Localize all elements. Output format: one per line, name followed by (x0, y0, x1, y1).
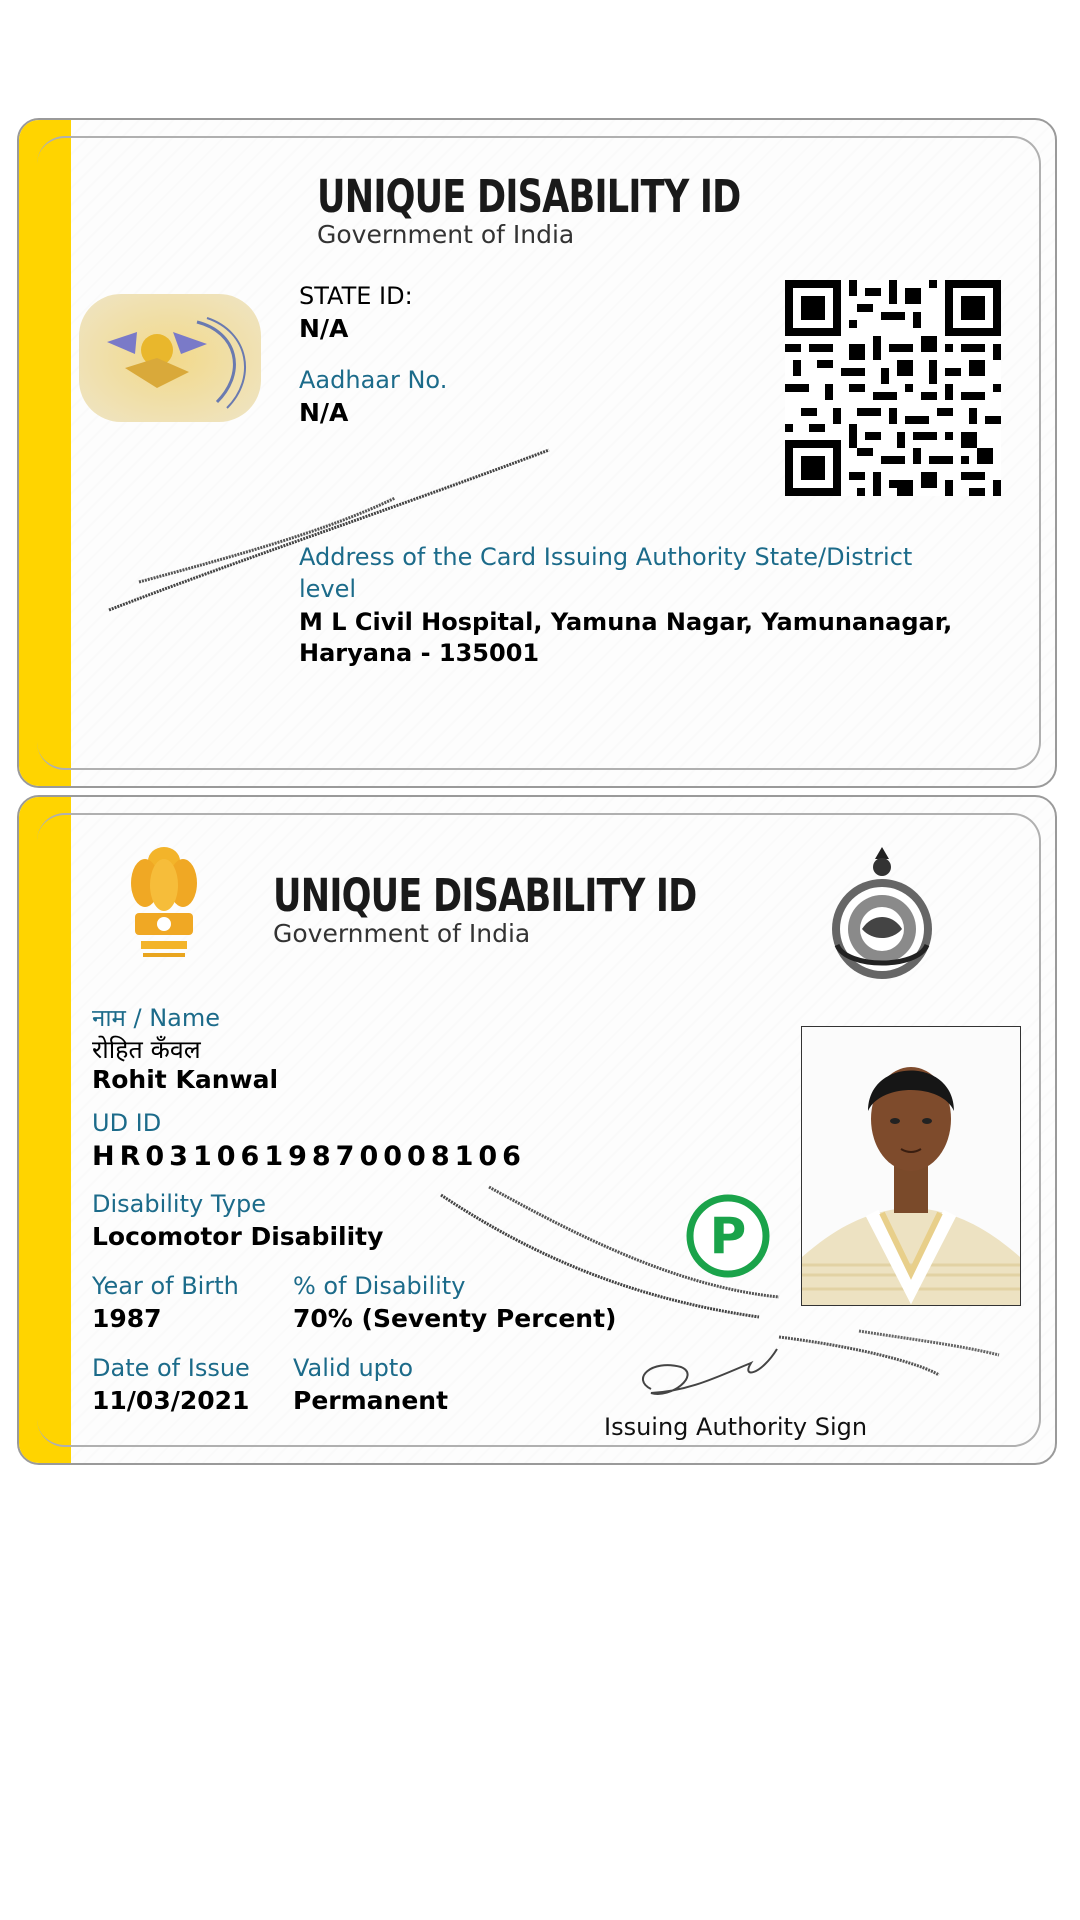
udid-card-back (17, 795, 1057, 1465)
disability-type-label: Disability Type (92, 1190, 266, 1218)
valid-upto-label: Valid upto (293, 1354, 413, 1382)
parking-badge-icon (683, 1191, 773, 1281)
disability-percent-value: 70% (Seventy Percent) (293, 1304, 617, 1333)
card-title: UNIQUE DISABILITY ID (273, 869, 697, 922)
year-of-birth-label: Year of Birth (92, 1272, 239, 1300)
address-value: M L Civil Hospital, Yamuna Nagar, Yamunanagar, Haryana - 135001 (299, 608, 953, 667)
card-front-heading (317, 172, 860, 249)
date-of-issue-label: Date of Issue (92, 1354, 250, 1382)
address-label: Address of the Card Issuing Authority State/District level (299, 543, 913, 603)
card-title: UNIQUE DISABILITY ID (317, 170, 741, 223)
issuing-authority-sign-label: Issuing Authority Sign (604, 1413, 868, 1441)
state-logo-icon (77, 292, 263, 424)
svg-text:P: P (709, 1207, 747, 1265)
udid-value: HR0310619870008106 (92, 1141, 526, 1172)
name-english-value: Rohit Kanwal (92, 1065, 279, 1094)
disability-percent-label: % of Disability (293, 1272, 466, 1300)
aadhaar-label: Aadhaar No. (299, 366, 448, 394)
state-id-label: STATE ID: (299, 282, 413, 310)
aadhaar-value: N/A (299, 398, 349, 427)
date-of-issue-value: 11/03/2021 (92, 1386, 250, 1415)
valid-upto-value: Permanent (293, 1386, 449, 1415)
qr-code-icon (785, 280, 1001, 496)
udid-card-front (17, 118, 1057, 788)
card-subtitle: Government of India (273, 919, 531, 948)
cardholder-photo (801, 1026, 1021, 1306)
state-id-value: N/A (299, 314, 349, 343)
name-hindi-value: रोहित कँवल (92, 1035, 201, 1064)
year-of-birth-value: 1987 (92, 1304, 162, 1333)
name-label: नाम / Name (92, 1004, 221, 1032)
authority-signature (631, 1339, 781, 1409)
udid-label: UD ID (92, 1109, 162, 1137)
card-subtitle: Government of India (317, 220, 575, 249)
cardholder-photo-image (802, 1027, 1020, 1305)
haryana-emblem-icon (827, 841, 937, 981)
disability-type-value: Locomotor Disability (92, 1222, 384, 1251)
national-emblem-icon (123, 841, 205, 973)
card-back-heading (273, 871, 816, 948)
